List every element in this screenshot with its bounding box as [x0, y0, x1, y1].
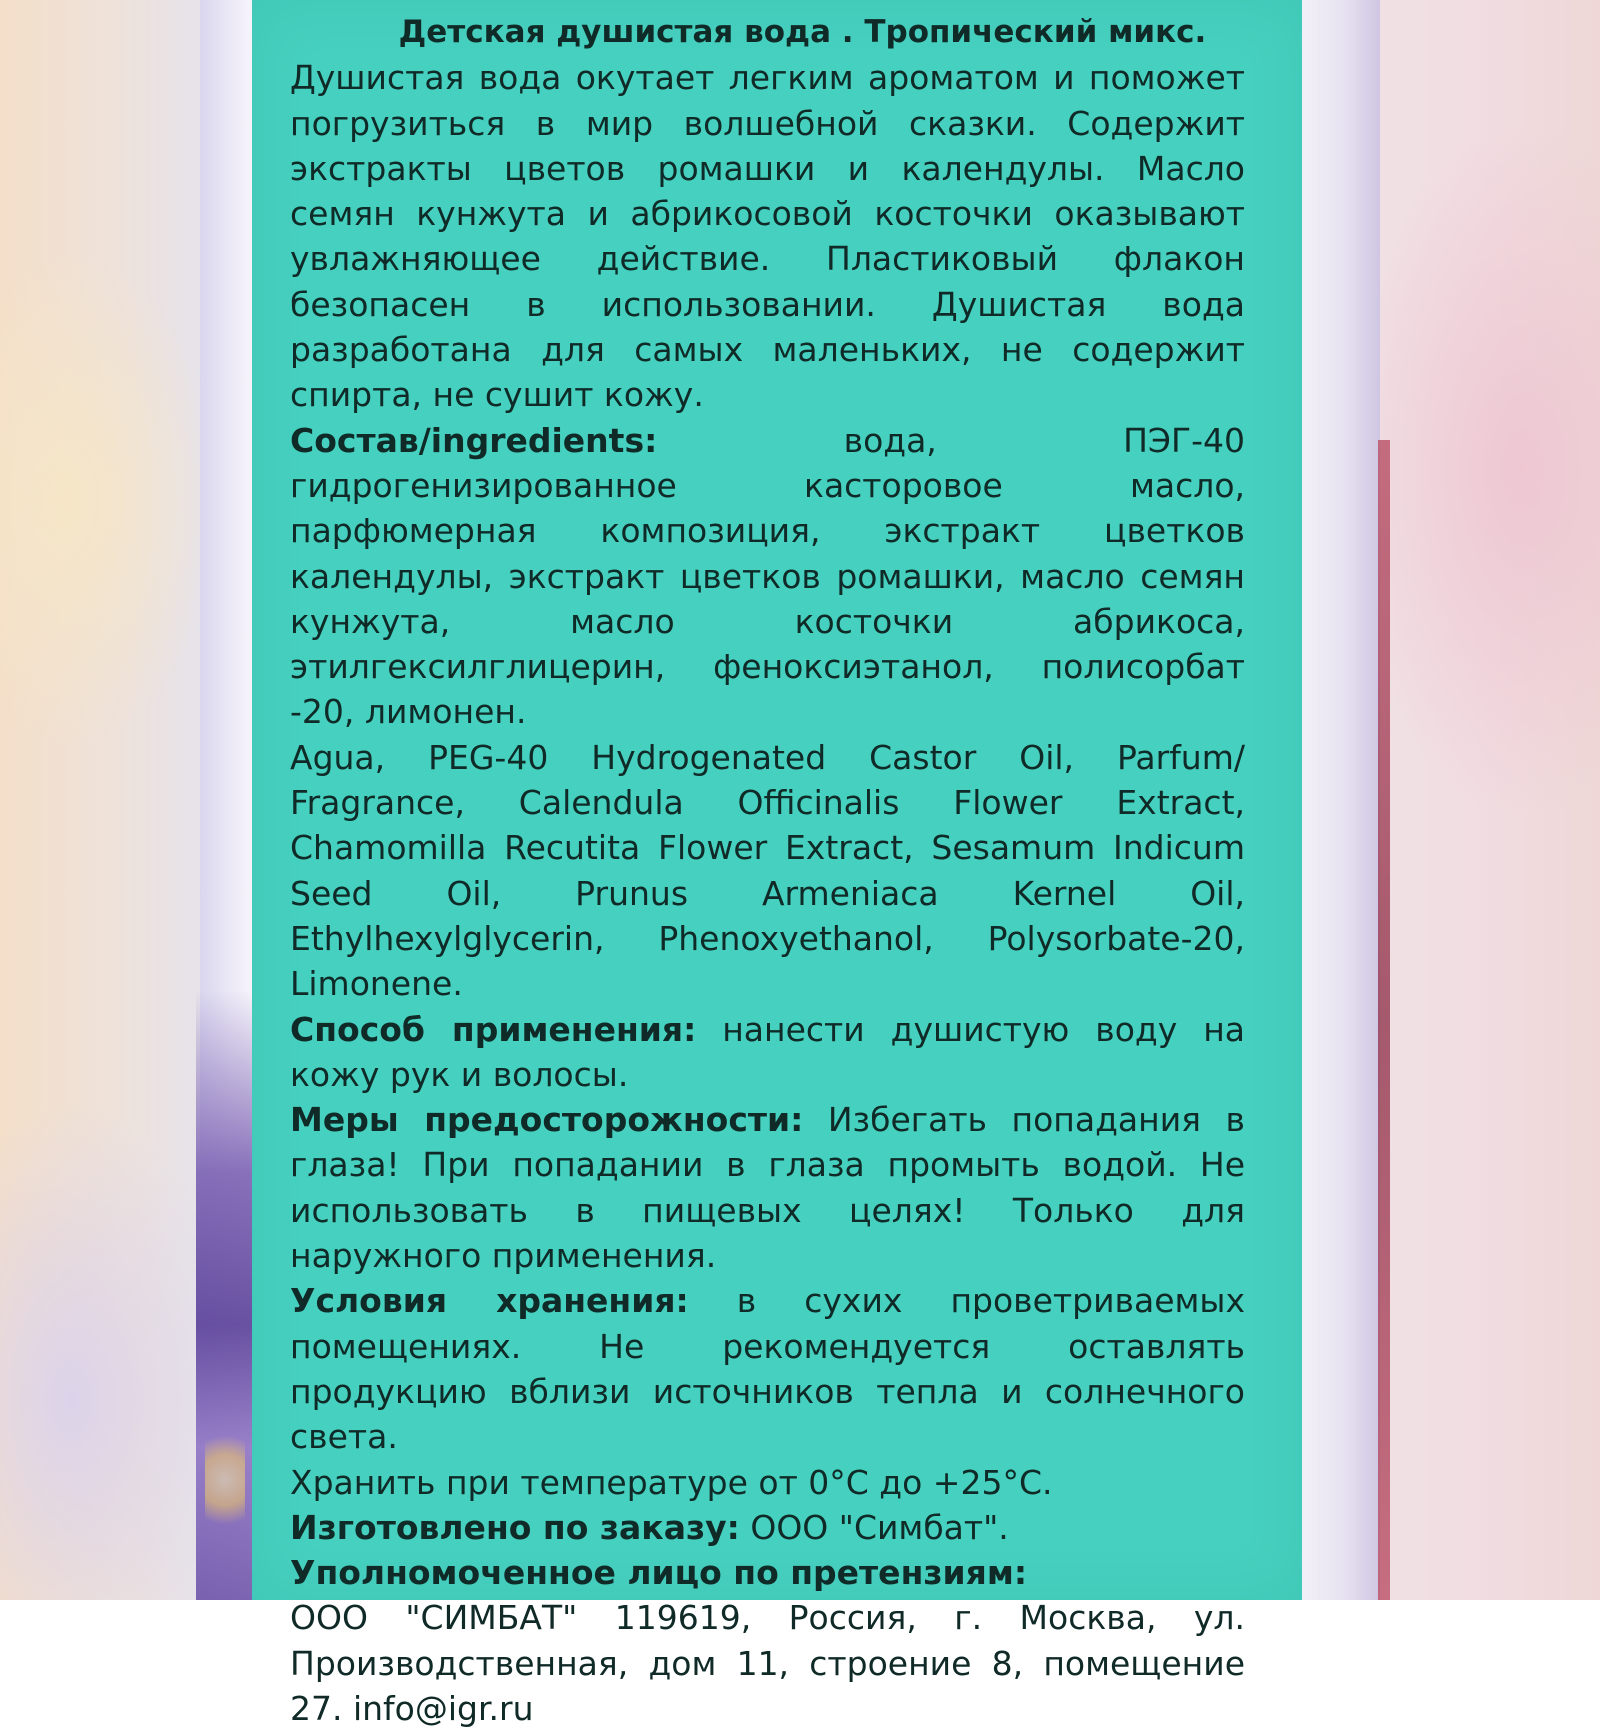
caution-label: Меры предосторожности: — [290, 1100, 804, 1140]
usage-label: Способ применения: — [290, 1009, 697, 1049]
composition-ru-text: вода, ПЭГ-40 гидрогенизированное касторовое масло, парфюмерная композиция, экстракт цветков календулы, экстракт цветков ромашки, масло семян кунжута, масло косточки абрикоса, этилгексилглицерин, феноксиэтанол, полисорбат -20, лимонен. — [290, 420, 1245, 732]
storage — [290, 1278, 1245, 1459]
product-description: Душистая вода окутает легким ароматом и поможет погрузиться в мир волшебной сказки. Содержит экстракты цветов ромашки и календулы. Масло семян кунжута и абрикосовой косточки оказывают увлажняющее действие. Пластиковый флакон безопасен в использовании. Душистая вода разработана для самых маленьких, не содержит спирта, не сушит кожу. — [290, 58, 1245, 415]
composition-label: Состав/ingredients: — [290, 420, 658, 460]
package-flower-highlight — [205, 1420, 245, 1540]
manufacturer-text: ООО "Симбат". — [739, 1507, 1009, 1547]
label-text-block — [290, 10, 1245, 1731]
usage-text: нанести душистую воду на кожу рук и волосы. — [290, 1009, 1245, 1094]
composition-ru — [290, 418, 1245, 735]
storage-label: Условия хранения: — [290, 1281, 689, 1321]
usage — [290, 1007, 1245, 1098]
product-title: Детская душистая вода . Тропический микс. — [398, 14, 1207, 50]
claims-text: ООО "СИМБАТ" 119619, Россия, г. Москва, ул. Производственная, дом 11, строение 8, помещение 27. info@igr.ru — [290, 1598, 1245, 1728]
claims-label: Уполномоченное лицо по претензиям: — [290, 1553, 1028, 1593]
storage-text: в сухих проветриваемых помещениях. Не рекомендуется оставлять продукцию вблизи источников тепла и солнечного света. — [290, 1281, 1245, 1457]
caution-text: Избегать попадания в глаза! При попадании в глаза промыть водой. Не использовать в пищевых целях! Только для наружного применения. — [290, 1100, 1245, 1276]
background-blur-left — [0, 250, 220, 750]
package-right-edge — [1378, 440, 1390, 1600]
composition-en: Agua, PEG-40 Hydrogenated Castor Oil, Parfum/ Fragrance, Calendula Officinalis Flower Extract, Chamomilla Recutita Flower Extract, Sesamum Indicum Seed Oil, Prunus Armeniaca Kernel Oil, Ethylhexylglycerin, Phenoxyethanol, Polysorbate-20, Limonene. — [290, 737, 1245, 1004]
manufacturer — [290, 1505, 1245, 1550]
package-right-side — [1300, 0, 1380, 1600]
caution — [290, 1097, 1245, 1278]
storage-temperature: Хранить при температуре от 0°С до +25°С. — [290, 1462, 1053, 1502]
manufacturer-label: Изготовлено по заказу: — [290, 1507, 740, 1547]
